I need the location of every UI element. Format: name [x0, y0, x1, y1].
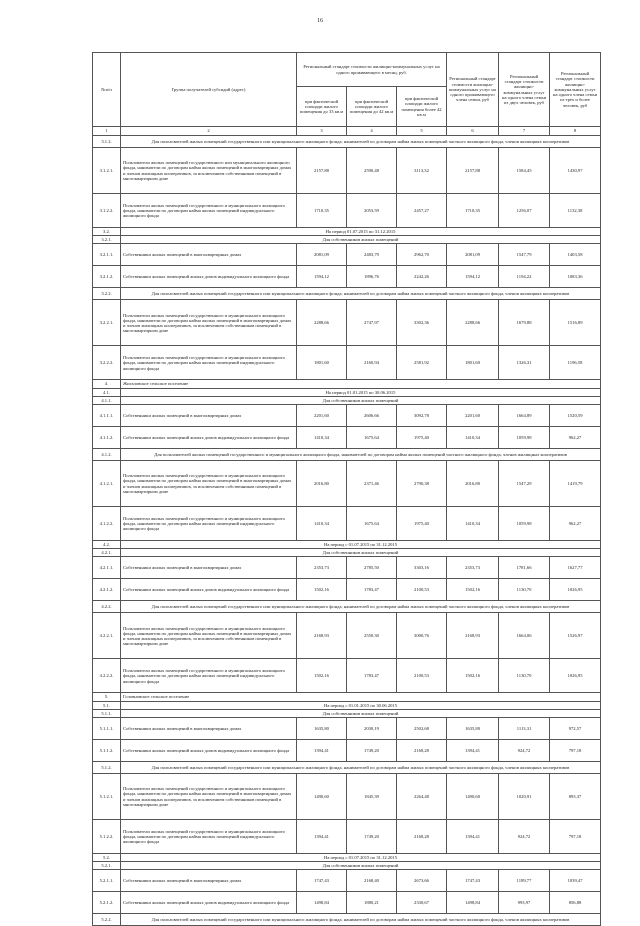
standard-value: 2288,66	[447, 300, 499, 346]
row-number: 4.2.	[93, 541, 121, 549]
subsection-row	[93, 601, 601, 613]
subheader-42: при фактической площади жилого помещения до 42 кв.м	[347, 87, 397, 127]
row-number: 3.2.1.2.	[93, 266, 121, 288]
row-number: 4.1.1.2.	[93, 427, 121, 449]
standard-value: 2353,73	[447, 557, 499, 579]
standard-value: 2168,93	[447, 613, 499, 659]
standard-value: 1256,07	[499, 194, 550, 228]
table-row	[93, 659, 601, 693]
recipient-group: Пользователи жилых помещений государственного и муниципального жилищного фонда, наниматели по договорам найма жилых помещений в многоквартирных домах и членов жилищных кооперативов, за исключением собственников помещений в многоквартирном доме	[121, 461, 297, 507]
standard-value: 1502,16	[447, 659, 499, 693]
row-number: 4.2.1.1.	[93, 557, 121, 579]
standard-value: 1430,97	[550, 148, 601, 194]
standard-value: 2457,27	[397, 194, 447, 228]
standard-value: 1502,16	[297, 579, 347, 601]
standard-value: 1664,89	[499, 405, 550, 427]
standard-value: 2100,53	[397, 659, 447, 693]
row-number: 4.2.1.	[93, 549, 121, 557]
standard-value: 2264,48	[397, 774, 447, 820]
standard-value: 1594,12	[297, 266, 347, 288]
standard-value: 1675,64	[347, 427, 397, 449]
row-number: 5.1.1.1.	[93, 718, 121, 740]
standard-value: 2168,28	[397, 740, 447, 762]
row-number: 5.	[93, 693, 121, 701]
column-number-row	[93, 127, 601, 136]
standard-value: 2785,50	[347, 557, 397, 579]
settlement-heading: Жигаловское сельское поселение	[121, 380, 601, 388]
period-or-category-label: Для пользователей жилых помещений государственного или муниципального жилищного фонда, нанимателей по договорам найма жилых помещений частного жилищного фонда, членов жилищных кооперативов	[121, 601, 601, 613]
standard-value: 1026,95	[550, 579, 601, 601]
row-number: 4.2.2.	[93, 601, 121, 613]
row-number: 5.2.1.	[93, 862, 121, 870]
standard-value: 1059,98	[499, 427, 550, 449]
standard-value: 2483,79	[347, 244, 397, 266]
colnum: 5	[397, 127, 447, 136]
colnum: 8	[550, 127, 601, 136]
standard-value: 1498,84	[447, 892, 499, 914]
row-number: 5.1.2.2.	[93, 820, 121, 854]
row-number: 3.1.2.2.	[93, 194, 121, 228]
standard-value: 1584,45	[499, 148, 550, 194]
standard-value: 2550,30	[347, 613, 397, 659]
row-number: 3.2.1.1.	[93, 244, 121, 266]
standard-value: 1419,79	[550, 461, 601, 507]
standard-value: 2747,97	[347, 300, 397, 346]
standard-value: 2168,93	[297, 613, 347, 659]
subsection-row	[93, 709, 601, 717]
row-number: 4.2.2.1.	[93, 613, 121, 659]
header-group: Группа получателей субсидий (адрес)	[121, 53, 297, 127]
standard-value: 1880,21	[347, 892, 397, 914]
colnum: 2	[121, 127, 297, 136]
standard-value: 1130,70	[499, 579, 550, 601]
row-number: 4.1.1.	[93, 396, 121, 404]
row-number: 5.1.1.2.	[93, 740, 121, 762]
standard-value: 1547,29	[499, 461, 550, 507]
subsection-row	[93, 136, 601, 148]
standard-value: 1410,34	[447, 427, 499, 449]
standard-value: 797,18	[550, 820, 601, 854]
row-number: 5.2.1.2.	[93, 892, 121, 914]
standard-value: 1526,97	[550, 613, 601, 659]
period-or-category-label: На период 01.01.2015 по 30.06.2015	[121, 388, 601, 396]
standard-value: 1020,91	[499, 774, 550, 820]
recipient-group: Пользователи жилых помещений государственного или муниципального жилищного фонда, наниматели по договорам найма жилых помещений в многоквартирных домах и членов жилищных кооперативов, за исключением собственников помещений в многоквартирном доме	[121, 148, 297, 194]
row-number: 5.2.1.1.	[93, 870, 121, 892]
standard-value: 3000,76	[397, 613, 447, 659]
standard-value: 3303,16	[397, 557, 447, 579]
standard-value: 797,18	[550, 740, 601, 762]
standard-value: 3113,32	[397, 148, 447, 194]
standard-value: 1490,60	[297, 774, 347, 820]
header-regional-standard: Региональный стандарт стоимости жилищно-коммунальных услуг на одного проживающего в месяц, руб.	[297, 53, 447, 87]
standard-value: 1113,31	[499, 718, 550, 740]
standard-value: 1747,43	[447, 870, 499, 892]
subsection-row	[93, 228, 601, 236]
row-number: 4.1.1.1.	[93, 405, 121, 427]
standard-value: 1710,35	[297, 194, 347, 228]
standard-value: 1130,70	[499, 659, 550, 693]
standard-value: 2353,73	[297, 557, 347, 579]
standard-value: 2790,38	[397, 461, 447, 507]
standard-value: 1896,76	[347, 266, 397, 288]
subsection-row	[93, 854, 601, 862]
standard-value: 1194,22	[499, 266, 550, 288]
standard-value: 1783,47	[347, 659, 397, 693]
recipient-group: Собственники жилых помещений в многоквартирных домах	[121, 244, 297, 266]
standard-value: 1845,39	[347, 774, 397, 820]
row-number: 4.2.1.2.	[93, 579, 121, 601]
standard-value: 1783,47	[347, 579, 397, 601]
standard-value: 3092,78	[397, 405, 447, 427]
standard-value: 2201,60	[447, 405, 499, 427]
standard-value: 1410,34	[447, 507, 499, 541]
period-or-category-label: Для пользователей жилых помещений государственного или муниципального жилищного фонда, нанимателей по договорам найма жилых помещений частного жилищного фонда, членов жилищных кооперативов	[121, 914, 601, 926]
period-or-category-label: Для пользователей жилых помещений государственного и муниципального жилищного фонда, нанимателей по договорам найма жилых помещений частного жилищного фонда, членов жилищных кооперативов	[121, 449, 601, 461]
row-number: 4.	[93, 380, 121, 388]
standard-value: 2053,59	[347, 194, 397, 228]
standard-value: 1403,58	[550, 244, 601, 266]
standard-value: 1039,47	[550, 870, 601, 892]
subheader-over-42: при фактической площади жилого помещения более 42 кв.м	[397, 87, 447, 127]
table-row	[93, 300, 601, 346]
standard-value: 2081,09	[297, 244, 347, 266]
standard-value: 1635,80	[447, 718, 499, 740]
table-row	[93, 507, 601, 541]
table-row	[93, 346, 601, 380]
subsection-row	[93, 762, 601, 774]
subsection-row	[93, 549, 601, 557]
standard-value: 2590,48	[347, 148, 397, 194]
standard-value: 924,72	[499, 740, 550, 762]
standard-value: 2330,67	[397, 892, 447, 914]
colnum: 7	[499, 127, 550, 136]
period-or-category-label: Для собственников жилых помещений	[121, 862, 601, 870]
row-number: 5.1.2.1.	[93, 774, 121, 820]
period-or-category-label: Для собственников жилых помещений	[121, 549, 601, 557]
period-or-category-label: Для собственников жилых помещений	[121, 396, 601, 404]
recipient-group: Пользователи жилых помещений государственного и муниципального жилищного фонда, наниматели по договорам найма жилых помещений в многоквартирных домах и членов жилищных кооперативов, за исключением собственников помещений в многоквартирном доме	[121, 613, 297, 659]
row-number: 4.1.	[93, 388, 121, 396]
standard-value: 1679,88	[499, 300, 550, 346]
standard-value: 962,27	[550, 507, 601, 541]
standard-value: 2157,88	[297, 148, 347, 194]
header-standard-3: Региональный стандарт стоимости жилищно-коммунальных услуг на одного члена семьи из трех и более человек, руб	[550, 53, 601, 127]
recipient-group: Пользователи жилых помещений государственного и муниципального жилищного фонда, наниматели по договорам найма жилых помещений индивидуального жилищного фонда	[121, 659, 297, 693]
period-or-category-label: На период с 01.07.2015 по 31.12.2015	[121, 854, 601, 862]
table-row	[93, 461, 601, 507]
standard-value: 2673,66	[397, 870, 447, 892]
standard-value: 1394,41	[447, 740, 499, 762]
standard-value: 2371,46	[347, 461, 397, 507]
subsection-row	[93, 914, 601, 926]
row-number: 4.1.2.1.	[93, 461, 121, 507]
standard-value: 1394,41	[297, 740, 347, 762]
subsection-row	[93, 701, 601, 709]
standard-value: 1026,95	[550, 659, 601, 693]
standard-value: 1781,66	[499, 557, 550, 579]
standard-value: 2030,19	[347, 718, 397, 740]
table-row	[93, 613, 601, 659]
standard-value: 1410,34	[297, 427, 347, 449]
standard-value: 893,37	[550, 774, 601, 820]
standard-value: 1627,77	[550, 557, 601, 579]
standard-value: 2016,80	[447, 461, 499, 507]
period-or-category-label: На период 01.07.2015 по 31.12.2015	[121, 228, 601, 236]
table-row	[93, 579, 601, 601]
row-number: 5.1.	[93, 701, 121, 709]
settlement-heading: Головновское сельское поселение	[121, 693, 601, 701]
standard-value: 3302,36	[397, 300, 447, 346]
row-number: 4.1.2.	[93, 449, 121, 461]
standard-value: 1594,12	[447, 266, 499, 288]
standard-value: 2168,40	[347, 870, 397, 892]
recipient-group: Собственники жилых помещений жилых домов индивидуального жилищного фонда	[121, 740, 297, 762]
table-row	[93, 892, 601, 914]
standard-value: 2606,66	[347, 405, 397, 427]
subsection-row	[93, 449, 601, 461]
table-row	[93, 820, 601, 854]
table-row	[93, 870, 601, 892]
recipient-group: Собственники жилых помещений в многоквартирных домах	[121, 870, 297, 892]
standard-value: 2502,68	[397, 718, 447, 740]
colnum: 4	[347, 127, 397, 136]
standard-value: 1059,98	[499, 507, 550, 541]
recipient-group: Собственники жилых помещений жилых домов индивидуального жилищного фонда	[121, 892, 297, 914]
standard-value: 2157,88	[447, 148, 499, 194]
standard-value: 2081,09	[447, 244, 499, 266]
row-number: 3.2.2.2.	[93, 346, 121, 380]
header-standard-2: Региональный стандарт стоимости жилищно-коммунальных услуг на одного члена семьи из двух человек, руб	[499, 53, 550, 127]
page-number: 16	[317, 18, 323, 24]
row-number: 4.2.2.2.	[93, 659, 121, 693]
standard-value: 2160,94	[347, 346, 397, 380]
section-heading-row	[93, 380, 601, 388]
table-row	[93, 774, 601, 820]
subsection-row	[93, 541, 601, 549]
subsection-row	[93, 862, 601, 870]
subheader-33: при фактической площади жилого помещения до 33 кв.м	[297, 87, 347, 127]
standard-value: 2168,28	[397, 820, 447, 854]
recipient-group: Собственники жилых помещений в многоквартирных домах	[121, 405, 297, 427]
standard-value: 1394,41	[447, 820, 499, 854]
subsection-row	[93, 236, 601, 244]
table-row	[93, 405, 601, 427]
header-standard-1: Региональный стандарт стоимости жилищно-коммунальных услуг на одного проживающего члена семьи, руб	[447, 53, 499, 127]
standard-value: 2288,66	[297, 300, 347, 346]
row-number: 3.2.2.	[93, 288, 121, 300]
standard-value: 993,97	[499, 892, 550, 914]
standard-value: 1502,16	[297, 659, 347, 693]
standard-value: 924,72	[499, 820, 550, 854]
colnum: 3	[297, 127, 347, 136]
recipient-group: Пользователи жилых помещений государственного и муниципального жилищного фонда, наниматели по договорам найма жилых помещений индивидуального жилищного фонда	[121, 820, 297, 854]
standard-value: 1547,79	[499, 244, 550, 266]
row-number: 3.2.2.1.	[93, 300, 121, 346]
standard-value: 2242,26	[397, 266, 447, 288]
row-number: 5.1.1.	[93, 709, 121, 717]
standard-value: 1975,40	[397, 427, 447, 449]
row-number: 5.2.	[93, 854, 121, 862]
standard-value: 1189,77	[499, 870, 550, 892]
table-row	[93, 557, 601, 579]
period-or-category-label: Для пользователей жилых помещений государственного или муниципального жилищного фонда, нанимателей по договорам найма жилых помещений частного жилищного фонда, членов жилищных кооперативов	[121, 288, 601, 300]
colnum: 1	[93, 127, 121, 136]
standard-value: 2581,92	[397, 346, 447, 380]
standard-value: 2100,53	[397, 579, 447, 601]
recipient-group: Собственники жилых помещений жилых домов индивидуального жилищного фонда	[121, 266, 297, 288]
row-number: 3.2.1.	[93, 236, 121, 244]
standard-value: 1675,64	[347, 507, 397, 541]
subsection-row	[93, 388, 601, 396]
standard-value: 1749,20	[347, 820, 397, 854]
table-row	[93, 740, 601, 762]
section-heading-row	[93, 693, 601, 701]
standard-value: 1749,20	[347, 740, 397, 762]
table-row	[93, 266, 601, 288]
table-row	[93, 427, 601, 449]
standard-value: 1490,60	[447, 774, 499, 820]
period-or-category-label: На период с 01.01.2015 по 30.06.2015	[121, 701, 601, 709]
row-number: 3.1.2.	[93, 136, 121, 148]
standard-value: 1498,84	[297, 892, 347, 914]
table-row	[93, 194, 601, 228]
standard-value: 1635,80	[297, 718, 347, 740]
standard-value: 1710,35	[447, 194, 499, 228]
recipient-group: Пользователи жилых помещений государственного и муниципального жилищного фонда, наниматели по договорам найма жилых помещений индивидуального жилищного фонда	[121, 194, 297, 228]
period-or-category-label: На период с 01.07.2015 по 31.12.2015	[121, 541, 601, 549]
table-row	[93, 244, 601, 266]
recipient-group: Пользователи жилых помещений государственного и муниципального жилищного фонда, наниматели по договорам найма жилых помещений в многоквартирных домах и членов жилищных кооперативов, за исключением собственников помещений в многоквартирном доме	[121, 300, 297, 346]
standard-value: 1132,38	[550, 194, 601, 228]
standard-value: 1410,34	[297, 507, 347, 541]
standard-value: 1196,58	[550, 346, 601, 380]
standard-value: 1520,59	[550, 405, 601, 427]
standard-value: 1801,60	[447, 346, 499, 380]
row-number: 5.1.2.	[93, 762, 121, 774]
recipient-group: Пользователи жилых помещений государственного и муниципального жилищного фонда, наниматели по договорам найма жилых помещений в многоквартирных домах и членов жилищных кооперативов, за исключением собственников помещений в многоквартирном доме	[121, 774, 297, 820]
recipient-group: Собственники жилых помещений в многоквартирных домах	[121, 557, 297, 579]
standard-value: 1747,43	[297, 870, 347, 892]
subsection-row	[93, 396, 601, 404]
standard-value: 2201,60	[297, 405, 347, 427]
standard-value: 1664,06	[499, 613, 550, 659]
standard-value: 1502,16	[447, 579, 499, 601]
recipient-group: Собственники жилых помещений жилых домов индивидуального жилищного фонда	[121, 427, 297, 449]
standard-value: 1326,31	[499, 346, 550, 380]
colnum: 6	[447, 127, 499, 136]
row-number: 3.2.	[93, 228, 121, 236]
row-number: 4.1.2.2.	[93, 507, 121, 541]
standard-value: 1516,89	[550, 300, 601, 346]
period-or-category-label: Для собственников жилых помещений	[121, 709, 601, 717]
standard-value: 856,88	[550, 892, 601, 914]
period-or-category-label: Для пользователей жилых помещений государственного или муниципального жилищного фонда, нанимателей по договорам найма жилых помещений частного жилищного фонда, членов жилищных кооперативов	[121, 762, 601, 774]
period-or-category-label: Для собственников жилых помещений	[121, 236, 601, 244]
standard-value: 972,57	[550, 718, 601, 740]
row-number: 3.1.2.1.	[93, 148, 121, 194]
standard-value: 1394,41	[297, 820, 347, 854]
subsection-row	[93, 288, 601, 300]
standard-value: 1975,40	[397, 507, 447, 541]
standard-value: 962,27	[550, 427, 601, 449]
standard-value: 1083,36	[550, 266, 601, 288]
standard-value: 2016,80	[297, 461, 347, 507]
period-or-category-label: Для пользователей жилых помещений государственного или муниципального жилищного фонда, нанимателей по договорам найма жилых помещений частного жилищного фонда, членов жилищных кооперативов	[121, 136, 601, 148]
row-number: 5.2.2.	[93, 914, 121, 926]
header-num: №п/п	[93, 53, 121, 127]
subsidy-standards-table	[92, 52, 601, 926]
standard-value: 1801,60	[297, 346, 347, 380]
recipient-group: Пользователи жилых помещений государственного и муниципального жилищного фонда, наниматели по договорам найма жилых помещений индивидуального жилищного фонда	[121, 507, 297, 541]
table-row	[93, 718, 601, 740]
recipient-group: Пользователи жилых помещений государственного и муниципального жилищного фонда, наниматели по договорам найма жилых помещений индивидуального жилищного фонда	[121, 346, 297, 380]
standard-value: 2962,70	[397, 244, 447, 266]
recipient-group: Собственники жилых помещений в многоквартирных домах	[121, 718, 297, 740]
table-row	[93, 148, 601, 194]
recipient-group: Собственники жилых помещений жилых домов индивидуального жилищного фонда	[121, 579, 297, 601]
